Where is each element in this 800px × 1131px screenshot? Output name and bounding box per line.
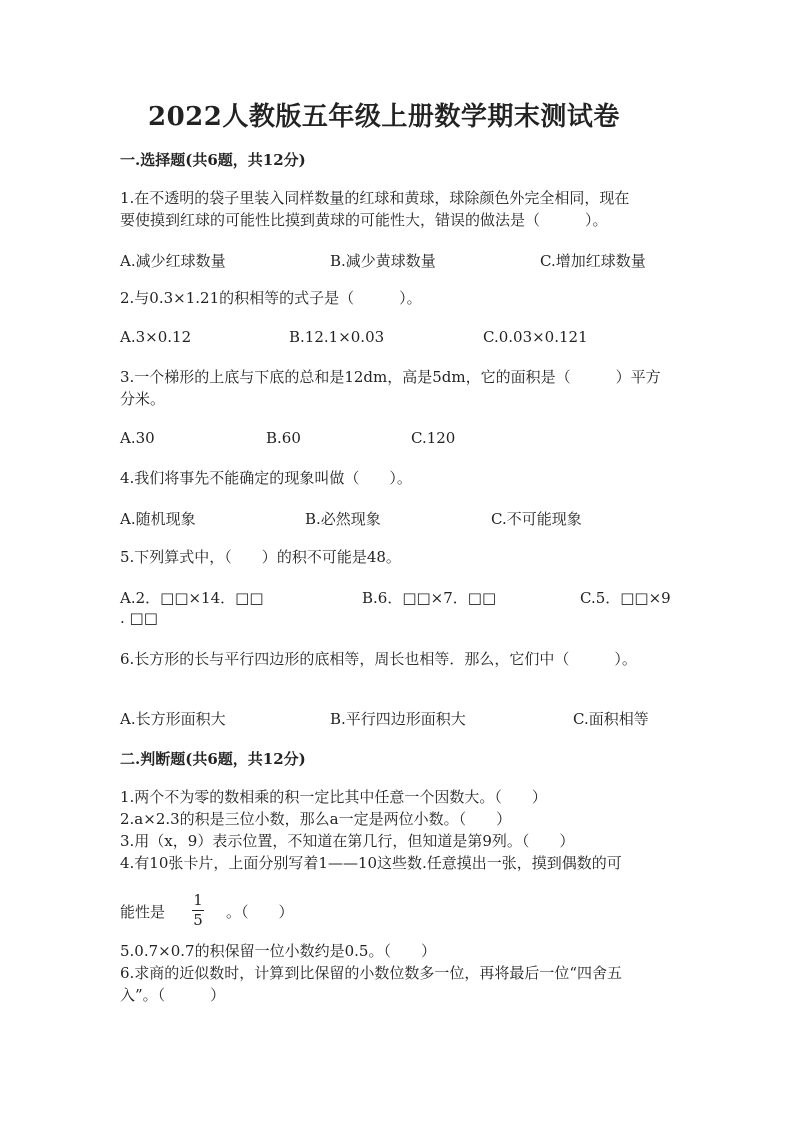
question-3-line-2: 分米。 <box>120 390 166 408</box>
fraction-one-fifth <box>192 892 204 929</box>
fraction-numerator: 1 <box>193 891 203 909</box>
tf-item-4-line-1: 4.有10张卡片，上面分别写着1——10这些数.任意摸出一张，摸到偶数的可 <box>120 854 622 872</box>
question-5-option-c: C.5．□□×9 <box>580 589 671 607</box>
tf-item-6-line-1: 6.求商的近似数时，计算到比保留的小数位数多一位，再将最后一位“四舍五 <box>120 964 622 982</box>
question-5-line-1: 5.下列算式中，（ ）的积不可能是48。 <box>120 548 401 566</box>
question-2-line-1: 2.与0.3×1.21的积相等的式子是（ ）。 <box>120 289 422 307</box>
question-6-option-b: B.平行四边形面积大 <box>330 710 466 728</box>
tf-item-1: 1.两个不为零的数相乘的积一定比其中任意一个因数大。（ ） <box>120 788 547 806</box>
question-3-option-a: A.30 <box>120 429 155 447</box>
question-2-option-c: C.0.03×0.121 <box>483 328 588 346</box>
question-5-option-continuation: . □□ <box>120 609 158 627</box>
question-3-option-c: C.120 <box>411 429 456 447</box>
tf-item-4-prefix: 能性是 <box>120 903 166 921</box>
tf-item-3: 3.用（x，9）表示位置，不知道在第几行，但知道是第9列。（ ） <box>120 832 575 850</box>
tf-item-2: 2.a×2.3的积是三位小数，那么a一定是两位小数。（ ） <box>120 810 512 828</box>
question-3-line-1: 3.一个梯形的上底与下底的总和是12dm，高是5dm，它的面积是（ ）平方 <box>120 368 661 386</box>
question-5-option-b: B.6．□□×7．□□ <box>362 589 497 607</box>
tf-item-4-suffix: 。（ ） <box>226 903 294 921</box>
question-1-option-b: B.减少黄球数量 <box>330 252 436 270</box>
question-4-option-c: C.不可能现象 <box>491 510 582 528</box>
fraction-denominator: 5 <box>193 911 203 929</box>
question-4-line-1: 4.我们将事先不能确定的现象叫做（ ）。 <box>120 469 412 487</box>
question-6-line-1: 6.长方形的长与平行四边形的底相等，周长也相等．那么，它们中（ ）。 <box>120 650 637 668</box>
section-heading-choice: 一.选择题(共6题，共12分) <box>120 151 306 169</box>
question-6-option-a: A.长方形面积大 <box>120 710 226 728</box>
page-title: 2022人教版五年级上册数学期末测试卷 <box>148 102 620 132</box>
question-1-option-c: C.增加红球数量 <box>540 252 646 270</box>
question-5-option-a: A.2．□□×14．□□ <box>120 589 264 607</box>
section-heading-true-false: 二.判断题(共6题，共12分) <box>120 750 306 768</box>
question-4-option-b: B.必然现象 <box>305 510 381 528</box>
question-6-option-c: C.面积相等 <box>573 710 649 728</box>
question-2-option-a: A.3×0.12 <box>120 328 192 346</box>
tf-item-5: 5.0.7×0.7的积保留一位小数约是0.5。（ ） <box>120 942 436 960</box>
question-1-option-a: A.减少红球数量 <box>120 252 226 270</box>
question-2-option-b: B.12.1×0.03 <box>289 328 385 346</box>
question-1-line-1: 1.在不透明的袋子里装入同样数量的红球和黄球，球除颜色外完全相同，现在 <box>120 189 630 207</box>
tf-item-6-line-2: 入”。（ ） <box>120 986 226 1004</box>
question-1-line-2: 要使摸到红球的可能性比摸到黄球的可能性大，错误的做法是（ ）。 <box>120 211 608 229</box>
question-4-option-a: A.随机现象 <box>120 510 196 528</box>
question-3-option-b: B.60 <box>266 429 301 447</box>
